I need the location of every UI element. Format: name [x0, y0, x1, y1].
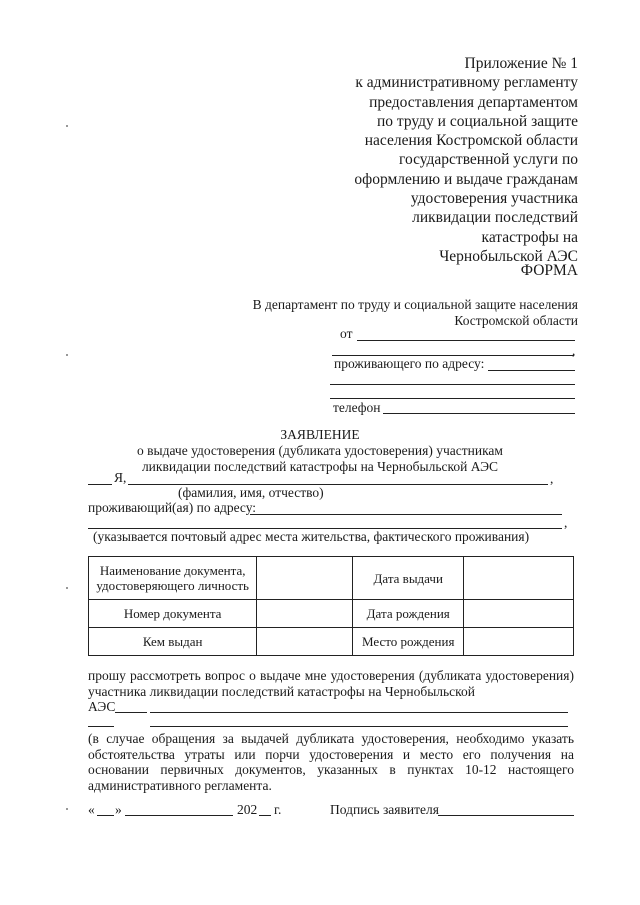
applicant-residing-label: проживающий(ая) по адресу: [88, 500, 257, 515]
day-field[interactable] [97, 815, 114, 816]
signature-field[interactable] [438, 815, 574, 816]
addressee-line-1: В департамент по труду и социальной защите населения [252, 297, 578, 312]
address-field-1[interactable] [488, 370, 575, 371]
comma: , [572, 343, 576, 358]
appendix-line: Чернобыльской АЭС [439, 247, 578, 265]
birth-date-value[interactable] [463, 600, 573, 628]
title-heading: ЗАЯВЛЕНИЕ [280, 427, 360, 442]
applicant-address-field-1[interactable] [250, 514, 562, 515]
addressee-line-2: Костромской области [454, 313, 578, 328]
month-field[interactable] [125, 815, 233, 816]
birth-date-label: Дата рождения [353, 600, 463, 628]
comma: , [550, 471, 554, 486]
signature-label: Подпись заявителя [330, 802, 439, 817]
phone-field[interactable] [383, 413, 575, 414]
doc-name-label: Наименование документа, удостоверяющего личность [89, 557, 257, 600]
scan-speck [66, 125, 68, 127]
title-sub-1: о выдаче удостоверения (дубликата удостоверения) участникам [137, 443, 503, 458]
note-paragraph: (в случае обращения за выдачей дубликата удостоверения, необходимо указать обстоятельства утраты или порчи удостоверения и место его получения на основании первичных документов, указанных в пунктах 10-12 настоящего административного регламента. [88, 731, 574, 793]
year-prefix: 202 [237, 802, 258, 817]
doc-number-label: Номер документа [89, 600, 257, 628]
identity-document-table [88, 556, 574, 656]
extra-field-lead[interactable] [88, 726, 114, 727]
date-quote-open: « [88, 802, 95, 817]
scan-speck [66, 587, 68, 589]
extra-field[interactable] [150, 726, 568, 727]
appendix-line: государственной услуги по [398, 151, 578, 169]
doc-name-value[interactable] [257, 557, 353, 600]
issue-date-label: Дата выдачи [353, 557, 463, 600]
appendix-line: по труду и социальной защите [376, 112, 578, 130]
request-paragraph [88, 668, 574, 699]
fio-field-lead[interactable] [88, 484, 112, 485]
issued-by-value[interactable] [257, 628, 353, 656]
date-quote-close: » [115, 802, 122, 817]
aes-label: АЭС [88, 699, 116, 714]
from-field[interactable] [357, 340, 575, 341]
appendix-line: Приложение № 1 [464, 55, 578, 72]
year-suffix: г. [274, 802, 282, 817]
address-field-2[interactable] [330, 384, 575, 385]
aes-field[interactable] [150, 712, 568, 713]
address-hint: (указывается почтовый адрес места жительства, фактического проживания) [93, 529, 530, 544]
appendix-line: к административному регламенту [355, 74, 578, 92]
address-field-3[interactable] [330, 398, 575, 399]
appendix-line: предоставления департаментом [369, 93, 578, 111]
fio-hint: (фамилия, имя, отчество) [178, 485, 324, 500]
title-sub-2: ликвидации последствий катастрофы на Чернобыльской АЭС [141, 459, 499, 474]
appendix-line: ликвидации последствий [412, 209, 578, 227]
doc-number-value[interactable] [257, 600, 353, 628]
comma: , [564, 515, 568, 530]
form-label: ФОРМА [520, 262, 578, 279]
appendix-line: населения Костромской области [364, 132, 578, 150]
scan-speck [66, 808, 68, 810]
i-label: Я, [114, 470, 127, 485]
issued-by-label: Кем выдан [89, 628, 257, 656]
aes-field-lead[interactable] [115, 712, 147, 713]
appendix-line: удостоверения участника [410, 190, 578, 208]
appendix-line: оформлению и выдаче гражданам [354, 170, 578, 188]
request-text: прошу рассмотреть вопрос о выдаче мне удостоверения (дубликата удостоверения) участника ликвидации последствий катастрофы на Чернобыльской [88, 668, 574, 699]
document-title [0, 427, 640, 475]
issue-date-value[interactable] [463, 557, 573, 600]
phone-label: телефон [333, 400, 381, 415]
year-field[interactable] [259, 815, 271, 816]
scan-speck [66, 354, 68, 356]
appendix-header [300, 54, 578, 266]
birth-place-value[interactable] [463, 628, 573, 656]
appendix-line: катастрофы на [481, 228, 578, 246]
residing-label: проживающего по адресу: [334, 356, 485, 371]
addressee-block [230, 297, 578, 329]
birth-place-label: Место рождения [353, 628, 463, 656]
from-label: от [340, 326, 353, 341]
